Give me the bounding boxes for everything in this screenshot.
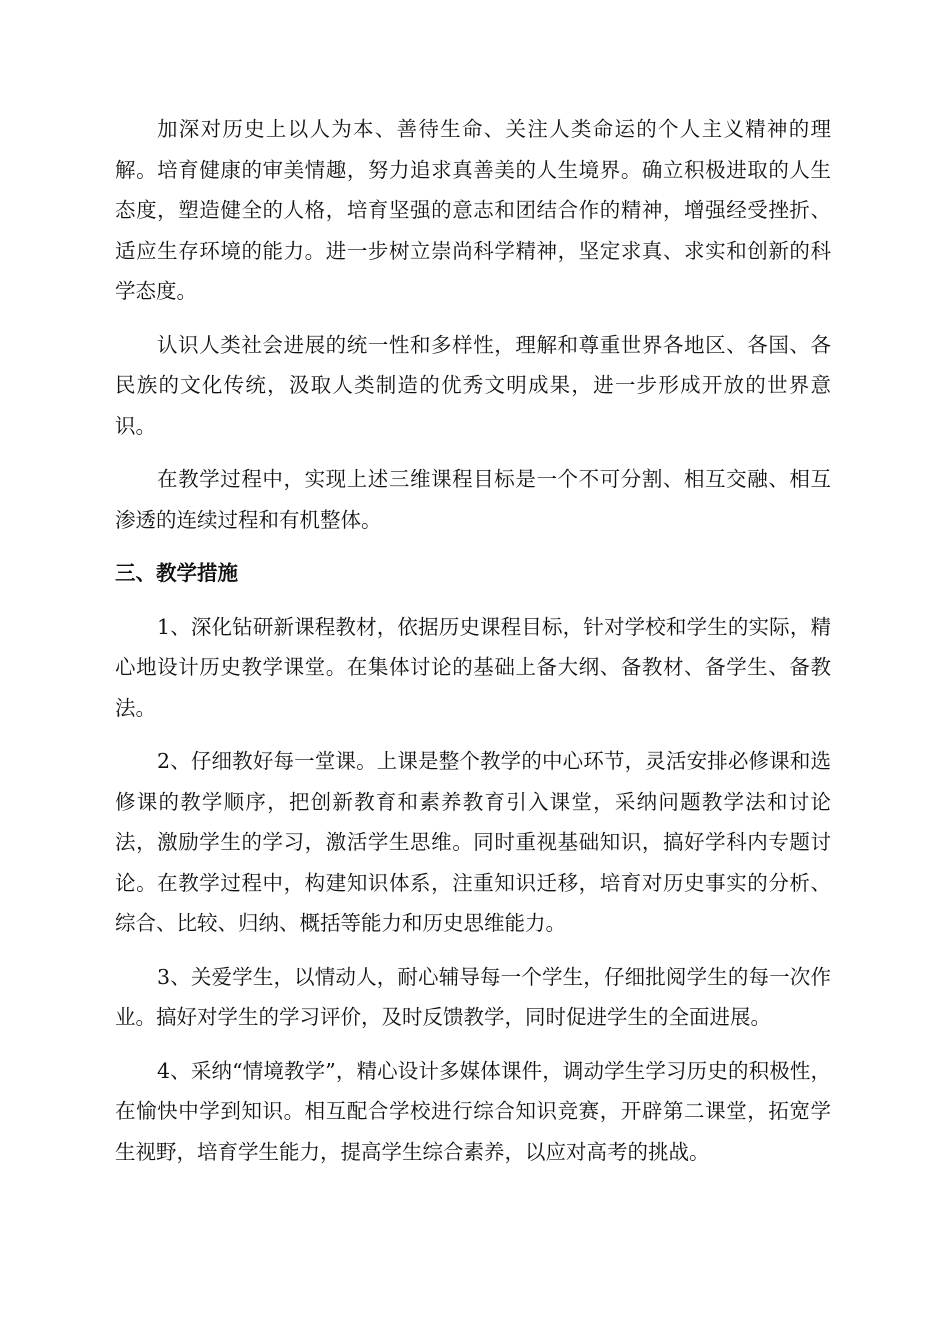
- section-heading: 三、教学措施: [115, 561, 238, 585]
- document-body: [115, 109, 831, 1185]
- measure-item-4: 4、采纳“情境教学”，精心设计多媒体课件，调动学生学习历史的积极性，在愉快中学到知识。相互配合学校进行综合知识竞赛，开辟第二课堂，拓宽学生视野，培育学生能力，提高学生综合素养，以应对高考的挑战。: [115, 1058, 831, 1164]
- paragraph-values: 加深对历史上以人为本、善待生命、关注人类命运的个人主义精神的理解。培育健康的审美情趣，努力追求真善美的人生境界。确立积极进取的人生态度，塑造健全的人格，培育坚强的意志和团结合作的精神，增强经受挫折、适应生存环境的能力。进一步树立崇尚科学精神，坚定求真、求实和创新的科学态度。: [115, 117, 831, 303]
- measure-item-2: 2、仔细教好每一堂课。上课是整个教学的中心环节，灵活安排必修课和选修课的教学顺序，把创新教育和素养教育引入课堂，采纳问题教学法和讨论法，激励学生的学习，激活学生思维。同时重视基础知识，搞好学科内专题讨论。在教学过程中，构建知识体系，注重知识迁移，培育对历史事实的分析、综合、比较、归纳、概括等能力和历史思维能力。: [115, 749, 831, 935]
- measure-item-1: 1、深化钻研新课程教材，依据历史课程目标，针对学校和学生的实际，精心地设计历史教学课堂。在集体讨论的基础上备大纲、备教材、备学生、备教法。: [115, 614, 831, 720]
- paragraph-world-awareness: 认识人类社会进展的统一性和多样性，理解和尊重世界各地区、各国、各民族的文化传统，汲取人类制造的优秀文明成果，进一步形成开放的世界意识。: [115, 332, 831, 438]
- paragraph-three-dimensional-goals: 在教学过程中，实现上述三维课程目标是一个不可分割、相互交融、相互渗透的连续过程和有机整体。: [115, 467, 831, 532]
- measure-item-3: 3、关爱学生，以情动人，耐心辅导每一个学生，仔细批阅学生的每一次作业。搞好对学生的学习评价，及时反馈教学，同时促进学生的全面进展。: [115, 964, 831, 1029]
